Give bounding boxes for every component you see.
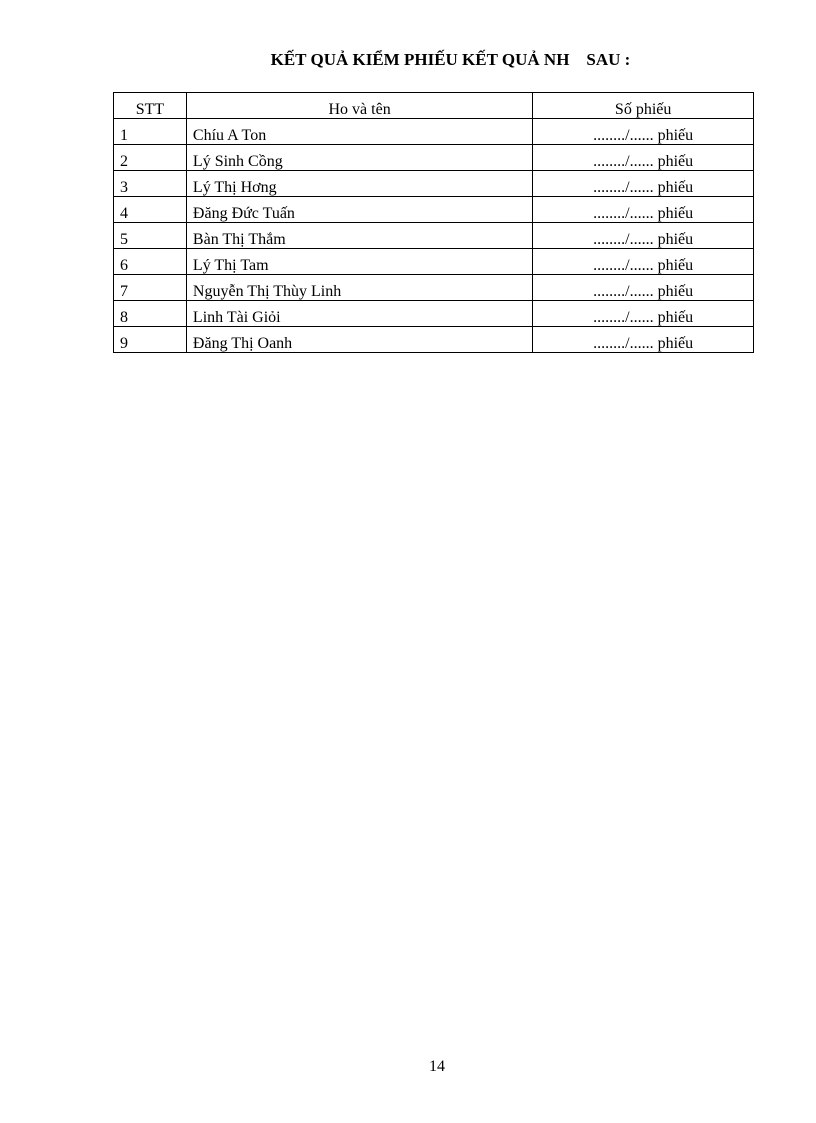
row-votes: ......../...... phiếu xyxy=(533,275,754,301)
vote-result-table xyxy=(113,92,754,353)
row-name: Linh Tài Giỏi xyxy=(186,301,532,327)
row-name: Đăng Thị Oanh xyxy=(186,327,532,353)
row-stt: 4 xyxy=(114,197,187,223)
row-votes: ......../...... phiếu xyxy=(533,301,754,327)
row-name: Lý Thị Hơng xyxy=(186,171,532,197)
row-name: Đăng Đức Tuấn xyxy=(186,197,532,223)
row-votes: ......../...... phiếu xyxy=(533,223,754,249)
page-title: KẾT QUẢ KIỂM PHIẾU KẾT QUẢ NH SAU : xyxy=(270,50,631,69)
table-row xyxy=(114,197,754,223)
row-stt: 1 xyxy=(114,119,187,145)
table-header-row xyxy=(114,93,754,119)
table-row xyxy=(114,327,754,353)
table-row xyxy=(114,145,754,171)
column-header-votes: Số phiếu xyxy=(533,93,754,119)
row-votes: ......../...... phiếu xyxy=(533,197,754,223)
row-stt: 2 xyxy=(114,145,187,171)
row-name: Lý Sinh Cồng xyxy=(186,145,532,171)
row-votes: ......../...... phiếu xyxy=(533,249,754,275)
row-votes: ......../...... phiếu xyxy=(533,171,754,197)
row-stt: 8 xyxy=(114,301,187,327)
row-name: Nguyễn Thị Thùy Linh xyxy=(186,275,532,301)
row-votes: ......../...... phiếu xyxy=(533,327,754,353)
column-header-name: Ho và tên xyxy=(186,93,532,119)
table-row xyxy=(114,275,754,301)
column-header-stt: STT xyxy=(114,93,187,119)
page-number: 14 xyxy=(429,1058,445,1075)
table-row xyxy=(114,249,754,275)
row-name: Lý Thị Tam xyxy=(186,249,532,275)
row-stt: 6 xyxy=(114,249,187,275)
row-stt: 5 xyxy=(114,223,187,249)
row-stt: 3 xyxy=(114,171,187,197)
table-row xyxy=(114,119,754,145)
row-stt: 7 xyxy=(114,275,187,301)
row-votes: ......../...... phiếu xyxy=(533,119,754,145)
row-name: Bàn Thị Thắm xyxy=(186,223,532,249)
table-row xyxy=(114,223,754,249)
table-row xyxy=(114,301,754,327)
row-votes: ......../...... phiếu xyxy=(533,145,754,171)
table-row xyxy=(114,171,754,197)
row-stt: 9 xyxy=(114,327,187,353)
row-name: Chíu A Ton xyxy=(186,119,532,145)
